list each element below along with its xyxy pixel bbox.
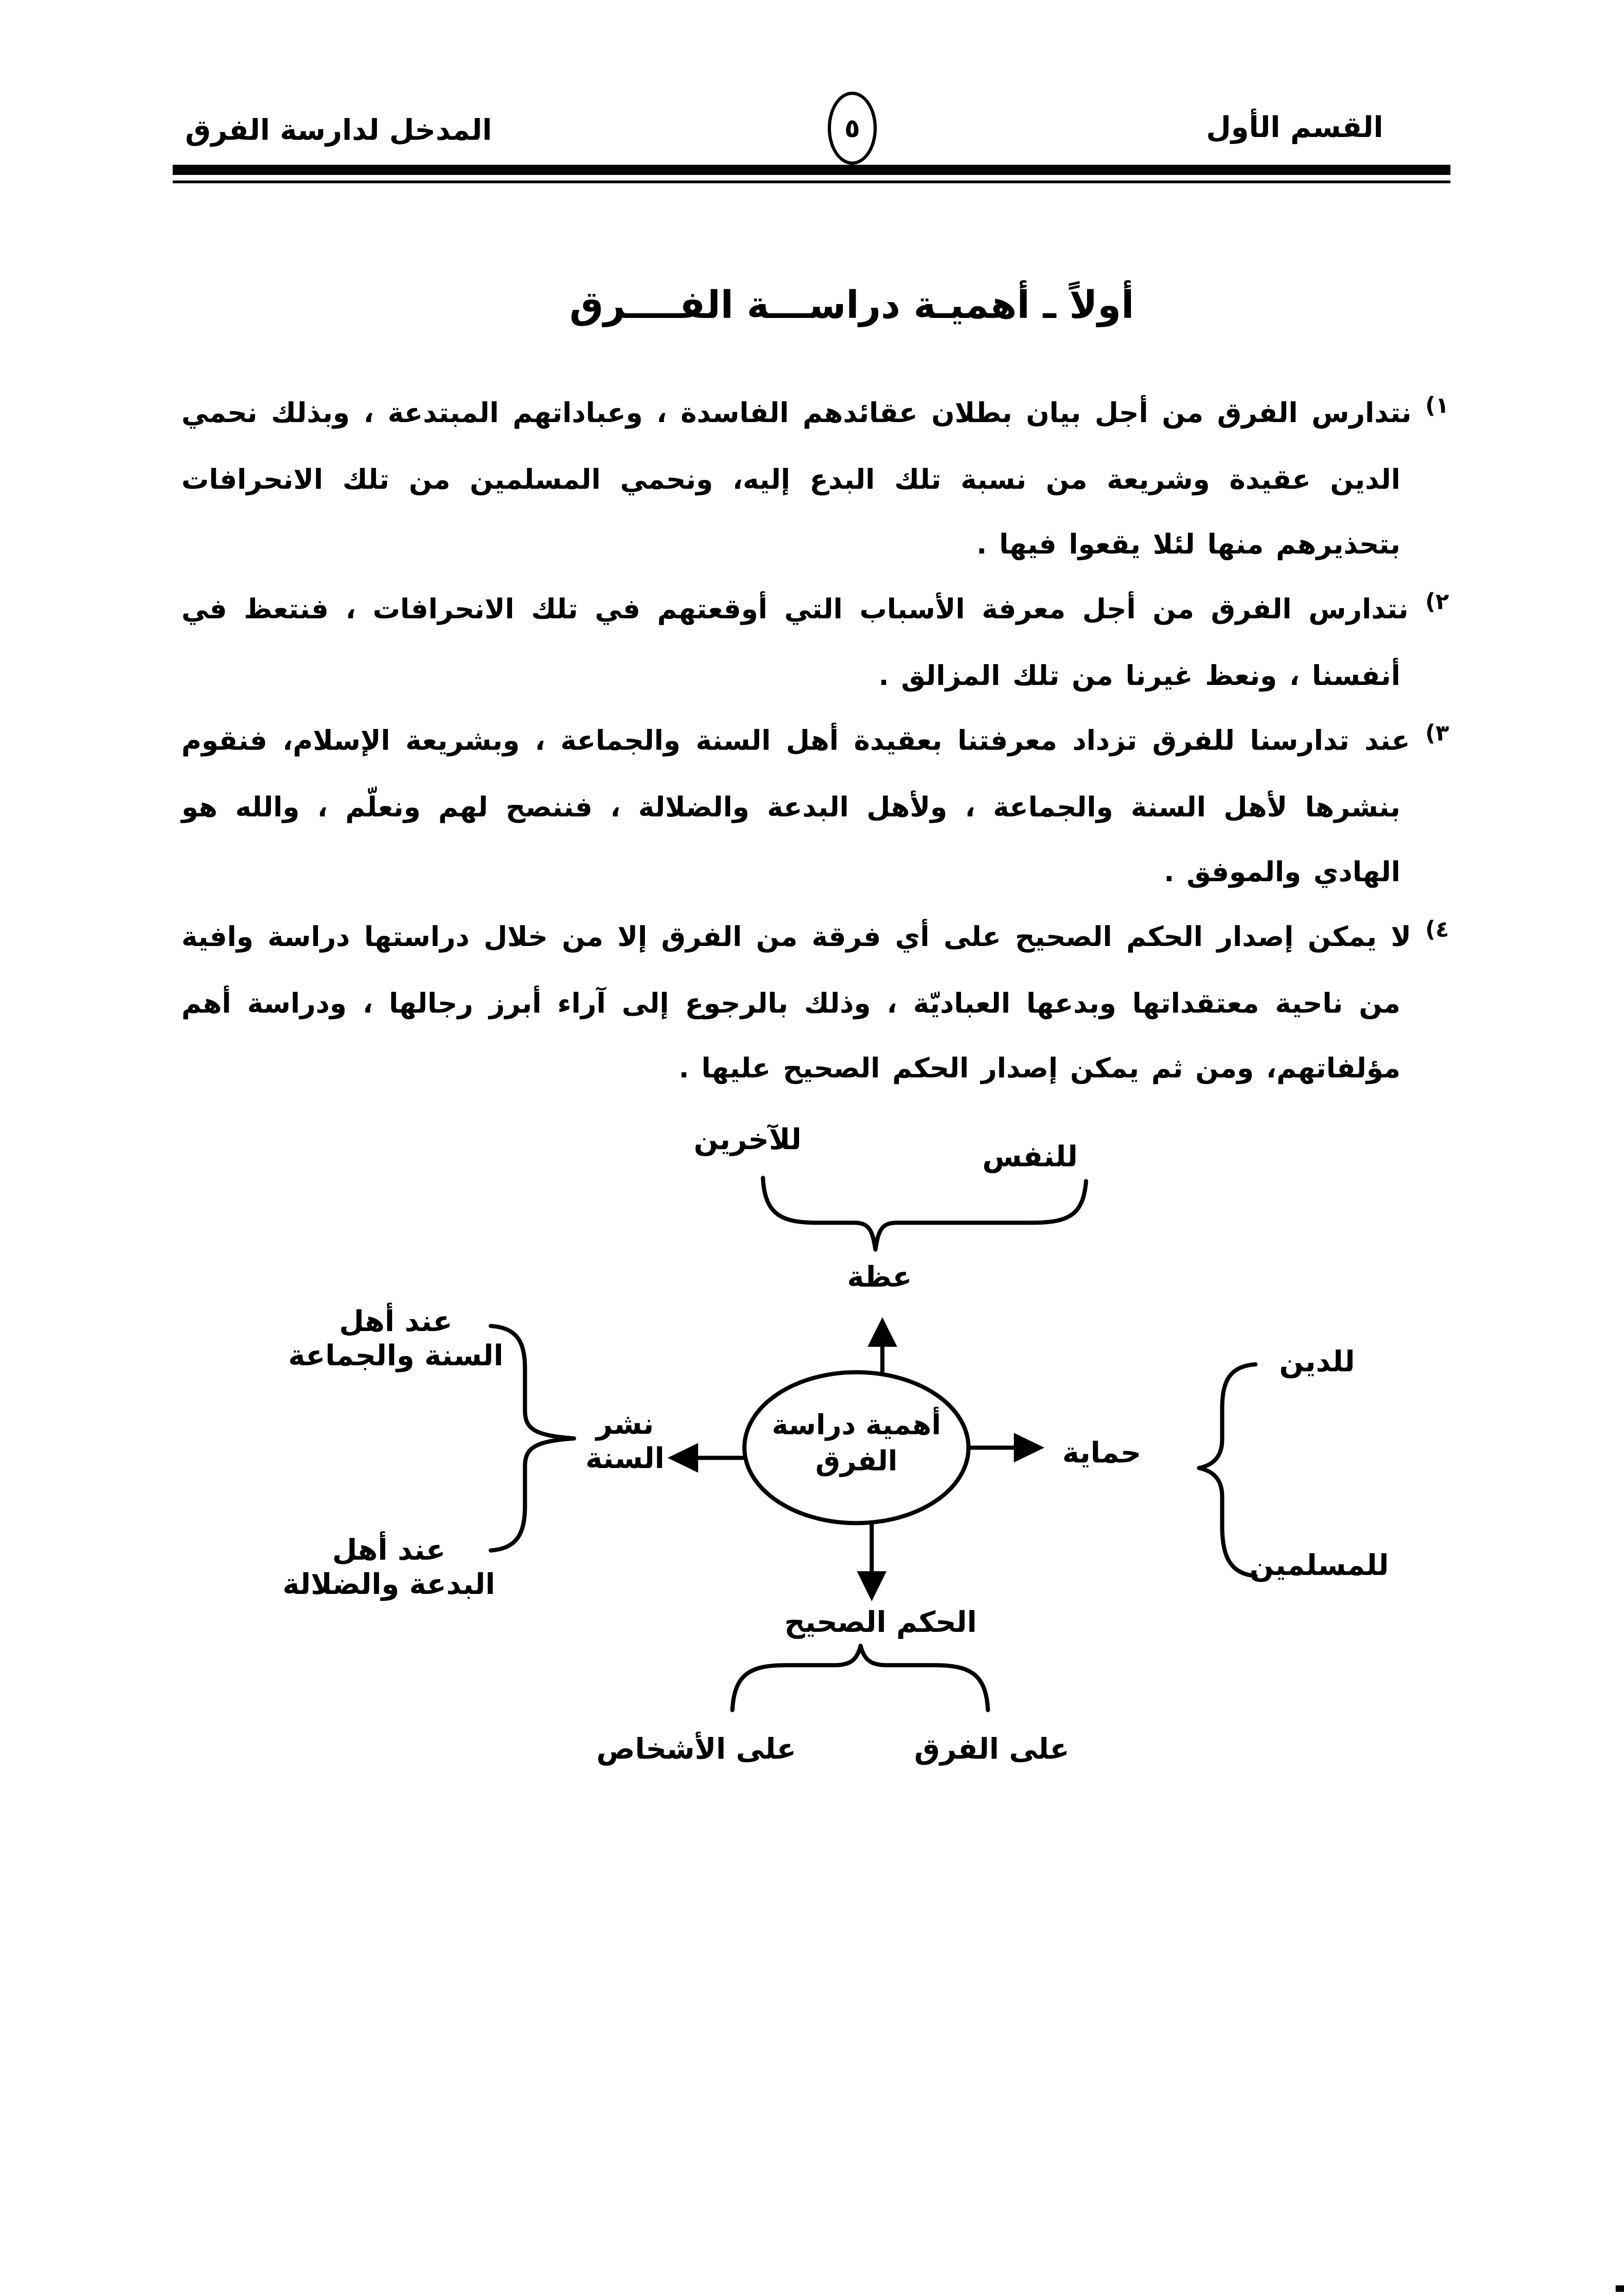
section-title-right: القسم الأول	[1206, 110, 1383, 144]
label-people-of-bidah: عند أهل البدعة والضلالة	[282, 1533, 495, 1601]
page-number: ٥	[844, 113, 861, 143]
up-arrow-icon	[868, 1317, 897, 1347]
paragraph	[181, 708, 1449, 904]
paragraph	[181, 380, 1449, 577]
paragraph-number: ١)	[1425, 392, 1449, 418]
paragraph-text: عند تدارسنا للفرق تزداد معرفتنا بعقيدة أهل السنة والجماعة ، وبشريعة الإسلام، فنقوم بنشرها لأهل السنة والجماعة ، ولأهل البدعة والضلالة ، فننصح لهم ونعلّم ، والله هو الهادي والموفق .	[181, 724, 1410, 888]
down-arrow-icon	[857, 1571, 887, 1601]
paragraph	[181, 577, 1449, 708]
label-for-muslims: للمسلمين	[1249, 1548, 1389, 1582]
paragraph-text: نتدارس الفرق من أجل بيان بطلان عقائدهم الفاسدة ، وعباداتهم المبتدعة ، وبذلك نحمي الدين عقيدة وشريعة من نسبة تلك البدع إليه، ونحمي المسلمين من تلك الانحرافات بتحذيرهم منها لئلا يقعوا فيها .	[181, 397, 1412, 560]
right-arrow-icon	[1014, 1433, 1044, 1462]
page-number-circle	[828, 92, 877, 165]
right-brace	[1199, 1364, 1255, 1576]
paragraph-number: ٤)	[1425, 916, 1449, 942]
paragraph	[181, 904, 1449, 1101]
label-for-religion: للدين	[1279, 1344, 1355, 1378]
label-on-sects: على الفرق	[914, 1732, 1069, 1766]
header-rule-thick	[173, 165, 1450, 175]
top-brace	[763, 1178, 1086, 1250]
label-protection: حماية	[1062, 1436, 1142, 1469]
page-title: أولاً ـ أهميـة دراســـة الفــــرق	[569, 283, 1134, 327]
paragraph-number: ٣)	[1425, 720, 1449, 746]
paragraph-text: لا يمكن إصدار الحكم الصحيح على أي فرقة من الفرق إلا من خلال دراستها دراسة وافية من ناحية معتقداتها وبدعها العباديّة ، وذلك بالرجوع إلى آراء أبرز رجالها ، ودراسة أهم مؤلفاتهم، ومن ثم يمكن إصدار الحكم الصحيح عليها .	[181, 921, 1412, 1084]
bottom-brace	[732, 1646, 988, 1710]
scan-artifact-mark	[1616, 2285, 1624, 2292]
label-for-others: للآخرين	[693, 1122, 802, 1156]
paragraph-list	[181, 380, 1449, 1101]
label-correct-judgment: الحكم الصحيح	[784, 1605, 977, 1639]
header-rule-thin	[173, 180, 1450, 183]
paragraph-text: نتدارس الفرق من أجل معرفة الأسباب التي أوقعتهم في تلك الانحرافات ، فنتعظ في أنفسنا ، ونعظ غيرنا من تلك المزالق .	[181, 593, 1409, 691]
label-admonition: عظة	[847, 1260, 912, 1294]
label-for-self: للنفس	[982, 1139, 1078, 1173]
center-ellipse-label: أهمية دراسة الفرق	[772, 1409, 941, 1477]
label-on-persons: على الأشخاص	[596, 1732, 796, 1766]
label-people-of-sunnah: عند أهل السنة والجماعة	[288, 1304, 504, 1372]
label-spread-sunnah: نشر السنة	[585, 1407, 665, 1475]
chapter-title-left: المدخل لدارسة الفرق	[185, 113, 492, 147]
paragraph-number: ٢)	[1425, 589, 1449, 615]
